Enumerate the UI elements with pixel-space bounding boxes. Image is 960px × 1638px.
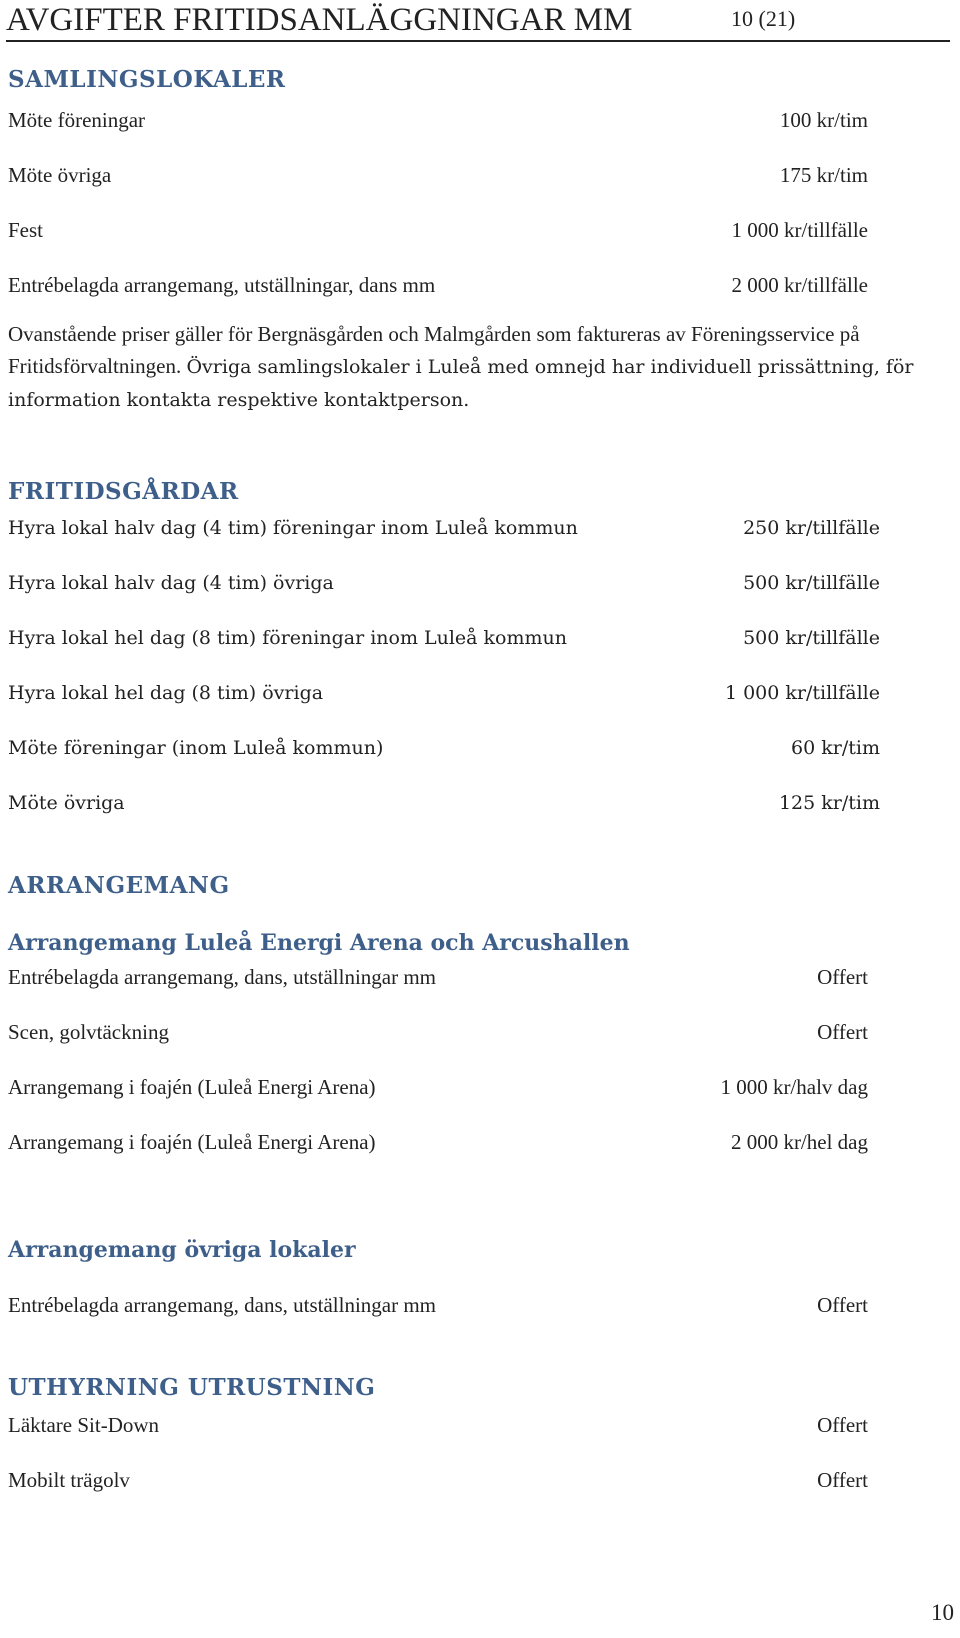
row-price: 1 000 kr/tillfälle <box>731 218 868 242</box>
page-header <box>6 0 950 42</box>
row-price: 1 000 kr/halv dag <box>720 1075 868 1099</box>
row-label: Hyra lokal hel dag (8 tim) föreningar inom Luleå kommun <box>8 627 568 649</box>
row-price: 60 kr/tim <box>791 737 880 759</box>
subheading-arena: Arrangemang Luleå Energi Arena och Arcushallen <box>8 930 630 956</box>
row-label: Möte föreningar (inom Luleå kommun) <box>8 737 384 759</box>
row-label: Möte föreningar <box>8 108 146 132</box>
row-price: 250 kr/tillfälle <box>743 517 880 539</box>
row-price: 500 kr/tillfälle <box>743 572 880 594</box>
section-heading-fritidsgardar: FRITIDSGÅRDAR <box>8 478 239 505</box>
row-label: Möte övriga <box>8 792 125 814</box>
note-part-1: Ovanstående priser gäller för Bergnäsgården och Malmgården som faktureras av Föreningsservice på Fritidsförvaltningen. <box>8 322 860 378</box>
row-price: 2 000 kr/tillfälle <box>731 273 868 297</box>
row-label: Hyra lokal halv dag (4 tim) övriga <box>8 572 334 594</box>
row-price: Offert <box>817 1413 868 1437</box>
footer-page-number: 10 <box>931 1600 954 1625</box>
section-heading-arrangemang: ARRANGEMANG <box>8 872 230 899</box>
row-price: Offert <box>817 965 868 989</box>
row-label: Entrébelagda arrangemang, dans, utställningar mm <box>8 965 437 989</box>
row-label: Arrangemang i foajén (Luleå Energi Arena) <box>8 1130 376 1154</box>
row-price: 100 kr/tim <box>779 108 868 132</box>
row-label: Möte övriga <box>8 163 112 187</box>
row-price: Offert <box>817 1293 868 1317</box>
document-title: AVGIFTER FRITIDSANLÄGGNINGAR MM <box>6 2 633 38</box>
row-price: 500 kr/tillfälle <box>743 627 880 649</box>
page-indicator: 10 (21) <box>731 6 796 31</box>
section-heading-samlingslokaler: SAMLINGSLOKALER <box>8 66 286 93</box>
note-part-2: Övriga samlingslokaler i Luleå med omnejd har individuell prissättning, för information kontakta respektive kontaktperson. <box>8 356 914 411</box>
row-label: Läktare Sit-Down <box>8 1413 160 1437</box>
row-price: 175 kr/tim <box>779 163 868 187</box>
row-label: Hyra lokal hel dag (8 tim) övriga <box>8 682 324 704</box>
row-price: 2 000 kr/hel dag <box>730 1130 868 1154</box>
row-label: Arrangemang i foajén (Luleå Energi Arena) <box>8 1075 376 1099</box>
row-price: 125 kr/tim <box>778 792 880 814</box>
row-label: Hyra lokal halv dag (4 tim) föreningar inom Luleå kommun <box>8 517 578 539</box>
row-price: Offert <box>817 1020 868 1044</box>
subheading-ovriga-lokaler: Arrangemang övriga lokaler <box>8 1237 356 1263</box>
samlingslokaler-note <box>8 318 928 416</box>
row-label: Mobilt trägolv <box>8 1468 130 1492</box>
row-price: 1 000 kr/tillfälle <box>724 682 880 704</box>
row-label: Fest <box>8 218 44 242</box>
row-label: Scen, golvtäckning <box>8 1020 169 1044</box>
row-label: Entrébelagda arrangemang, dans, utställningar mm <box>8 1293 437 1317</box>
row-label: Entrébelagda arrangemang, utställningar, dans mm <box>8 273 436 297</box>
row-price: Offert <box>817 1468 868 1492</box>
section-heading-uthyrning: UTHYRNING UTRUSTNING <box>8 1374 376 1401</box>
